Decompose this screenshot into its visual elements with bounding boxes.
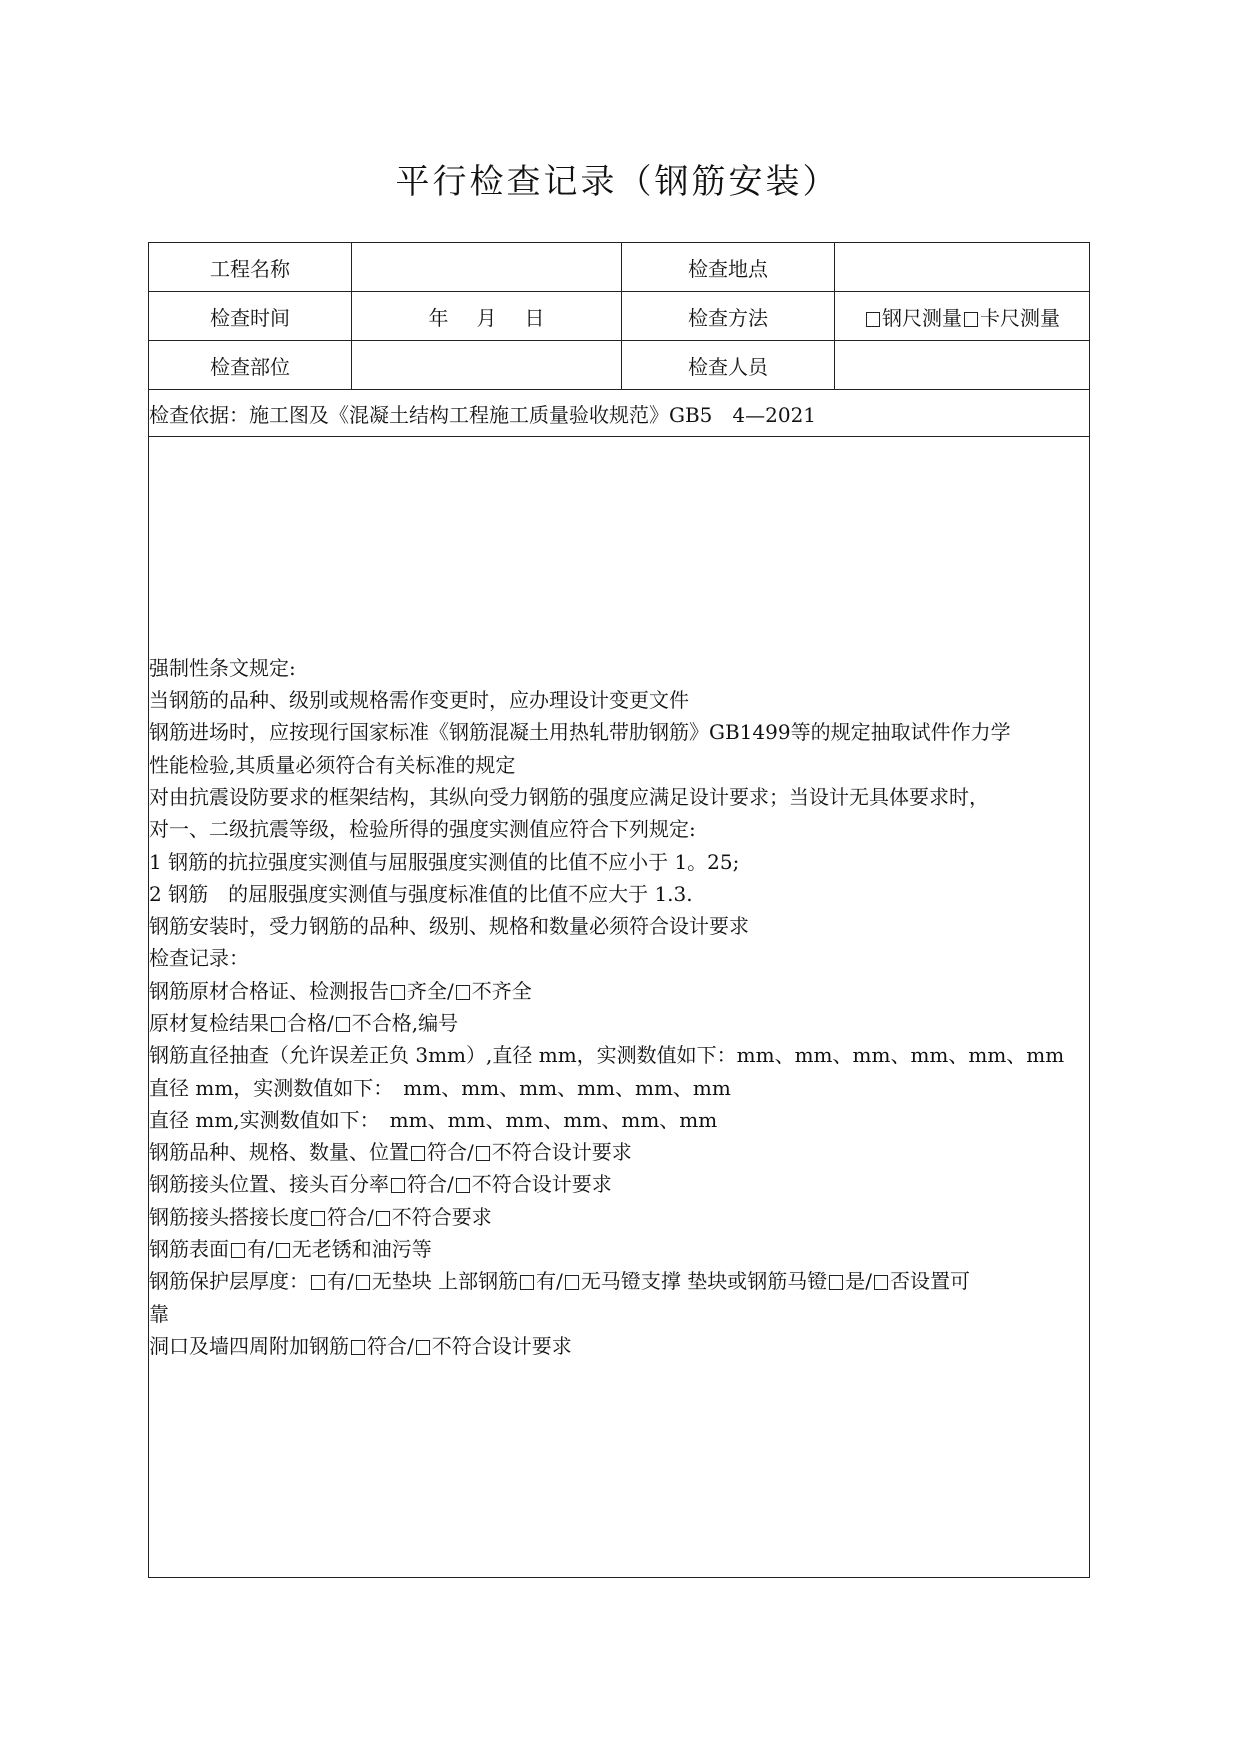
checkbox[interactable]	[276, 1243, 290, 1258]
inspection-basis: 检查依据：施工图及《混凝土结构工程施工质量验收规范》GB5 4—2021	[149, 390, 1090, 437]
checkbox[interactable]	[874, 1275, 888, 1290]
checkbox[interactable]	[476, 1146, 490, 1161]
mandatory-provisions-heading: 强制性条文规定:	[149, 655, 296, 680]
record-cover-thickness	[149, 1265, 1089, 1297]
record-type-spec	[149, 1136, 1089, 1168]
checkbox[interactable]	[456, 985, 470, 1000]
record-diameter-values: 直径 mm,实测数值如下： mm、mm、mm、mm、mm、mm	[149, 1107, 718, 1132]
row-inspection-part	[149, 341, 1090, 390]
checkbox[interactable]	[356, 1275, 370, 1290]
year-label: 年	[428, 305, 449, 330]
page-title: 平行检查记录（钢筋安装）	[395, 162, 840, 202]
inspection-place-field[interactable]	[835, 243, 1090, 292]
checkbox[interactable]	[376, 1211, 390, 1226]
option-text: 不符合要求	[391, 1204, 492, 1229]
inspection-method-options	[835, 292, 1090, 341]
option-text: 无垫块 上部钢筋	[371, 1269, 519, 1294]
row-content	[149, 437, 1090, 1578]
record-surface	[149, 1233, 1089, 1265]
option-text: 不符合设计要求	[491, 1140, 632, 1165]
option-text: 不符合设计要求	[471, 1172, 612, 1197]
option-text: 不合格,编号	[351, 1011, 459, 1035]
provision-line: 钢筋进场时，应按现行国家标准《钢筋混凝土用热轧带肋钢筋》GB1499等的规定抽取试件作力学	[149, 720, 1011, 745]
checkbox[interactable]	[231, 1243, 245, 1258]
checkbox[interactable]	[565, 1275, 579, 1290]
option-text: 齐全/	[407, 978, 454, 1003]
inspection-place-label: 检查地点	[622, 243, 835, 292]
option-text: 无马镫支撑 垫块或钢筋马镫	[580, 1269, 828, 1294]
provision-line: 对由抗震设防要求的框架结构，其纵向受力钢筋的强度应满足设计要求；当设计无具体要求时，	[149, 784, 989, 809]
steel-ruler-checkbox[interactable]	[866, 312, 880, 327]
project-name-label: 工程名称	[149, 243, 352, 292]
record-lap-length	[149, 1201, 1089, 1233]
record-text: 钢筋接头位置、接头百分率	[149, 1172, 389, 1197]
checkbox[interactable]	[456, 1178, 470, 1193]
option-text: 有/	[536, 1269, 563, 1294]
option-text: 不符合设计要求	[431, 1333, 572, 1358]
checkbox[interactable]	[391, 1178, 405, 1193]
row-project-name	[149, 243, 1090, 292]
checkbox[interactable]	[391, 985, 405, 1000]
record-diameter-values: 直径 mm，实测数值如下： mm、mm、mm、mm、mm、mm	[149, 1075, 731, 1100]
record-text: 洞口及墙四周附加钢筋	[149, 1333, 349, 1358]
checkbox[interactable]	[271, 1017, 285, 1032]
inspection-date-field[interactable]	[352, 292, 622, 341]
inspection-method-label: 检查方法	[622, 292, 835, 341]
record-opening-rebar	[149, 1330, 1089, 1362]
checkbox[interactable]	[351, 1340, 365, 1355]
record-text: 钢筋表面	[149, 1237, 229, 1262]
checkbox[interactable]	[311, 1275, 325, 1290]
checkbox[interactable]	[520, 1275, 534, 1290]
option-text: 合格/	[287, 1011, 334, 1035]
record-text: 钢筋接头搭接长度	[149, 1204, 309, 1229]
option-text: 符合/	[327, 1204, 374, 1229]
project-name-field[interactable]	[352, 243, 622, 292]
checkbox[interactable]	[311, 1211, 325, 1226]
record-text: 原材复检结果	[149, 1011, 269, 1035]
caliper-option: 卡尺测量	[980, 305, 1060, 330]
option-text: 无老锈和油污等	[291, 1237, 432, 1262]
record-recheck	[149, 1007, 1089, 1039]
provision-line: 钢筋安装时，受力钢筋的品种、级别、规格和数量必须符合设计要求	[149, 914, 749, 939]
day-label: 日	[524, 305, 545, 330]
checkbox[interactable]	[336, 1017, 350, 1032]
row-inspection-time	[149, 292, 1090, 341]
record-diameter-check: 钢筋直径抽查（允许误差正负 3mm）,直径 mm，实测数值如下：mm、mm、mm、mm、mm、mm	[149, 1043, 1065, 1068]
inspection-time-label: 检查时间	[149, 292, 352, 341]
provision-line: 1 钢筋的抗拉强度实测值与屈服强度实测值的比值不应小于 1。25;	[149, 849, 740, 874]
record-heading: 检查记录：	[149, 946, 249, 971]
option-text: 不齐全	[471, 978, 532, 1003]
inspectors-label: 检查人员	[622, 341, 835, 390]
record-text: 钢筋保护层厚度：	[149, 1269, 309, 1294]
provision-line: 对一、二级抗震等级，检验所得的强度实测值应符合下列规定:	[149, 817, 696, 842]
option-text: 符合/	[427, 1140, 474, 1165]
option-text: 符合/	[367, 1333, 414, 1358]
checkbox[interactable]	[829, 1275, 843, 1290]
record-cover-thickness-cont: 靠	[149, 1301, 169, 1326]
inspection-content	[149, 437, 1090, 1578]
record-text: 钢筋原材合格证、检测报告	[149, 978, 389, 1003]
record-certificate	[149, 975, 1089, 1007]
provision-line: 2 钢筋 的屈服强度实测值与强度标准值的比值不应大于 1.3.	[149, 881, 693, 906]
inspectors-field[interactable]	[835, 341, 1090, 390]
option-text: 符合/	[407, 1172, 454, 1197]
checkbox[interactable]	[411, 1146, 425, 1161]
inspection-form-table	[148, 242, 1090, 1578]
caliper-checkbox[interactable]	[964, 312, 978, 327]
checkbox[interactable]	[416, 1340, 430, 1355]
row-basis	[149, 390, 1090, 437]
option-text: 否设置可	[889, 1269, 970, 1294]
record-text: 钢筋品种、规格、数量、位置	[149, 1140, 409, 1165]
option-text: 有/	[247, 1237, 274, 1262]
record-joint-position	[149, 1168, 1089, 1200]
month-label: 月	[476, 305, 497, 330]
option-text: 是/	[845, 1269, 872, 1294]
provision-line: 当钢筋的品种、级别或规格需作变更时，应办理设计变更文件	[149, 688, 689, 713]
provision-line: 性能检验,其质量必须符合有关标准的规定	[149, 752, 516, 777]
inspection-part-field[interactable]	[352, 341, 622, 390]
inspection-part-label: 检查部位	[149, 341, 352, 390]
option-text: 有/	[327, 1269, 354, 1294]
steel-ruler-option: 钢尺测量	[882, 305, 962, 330]
